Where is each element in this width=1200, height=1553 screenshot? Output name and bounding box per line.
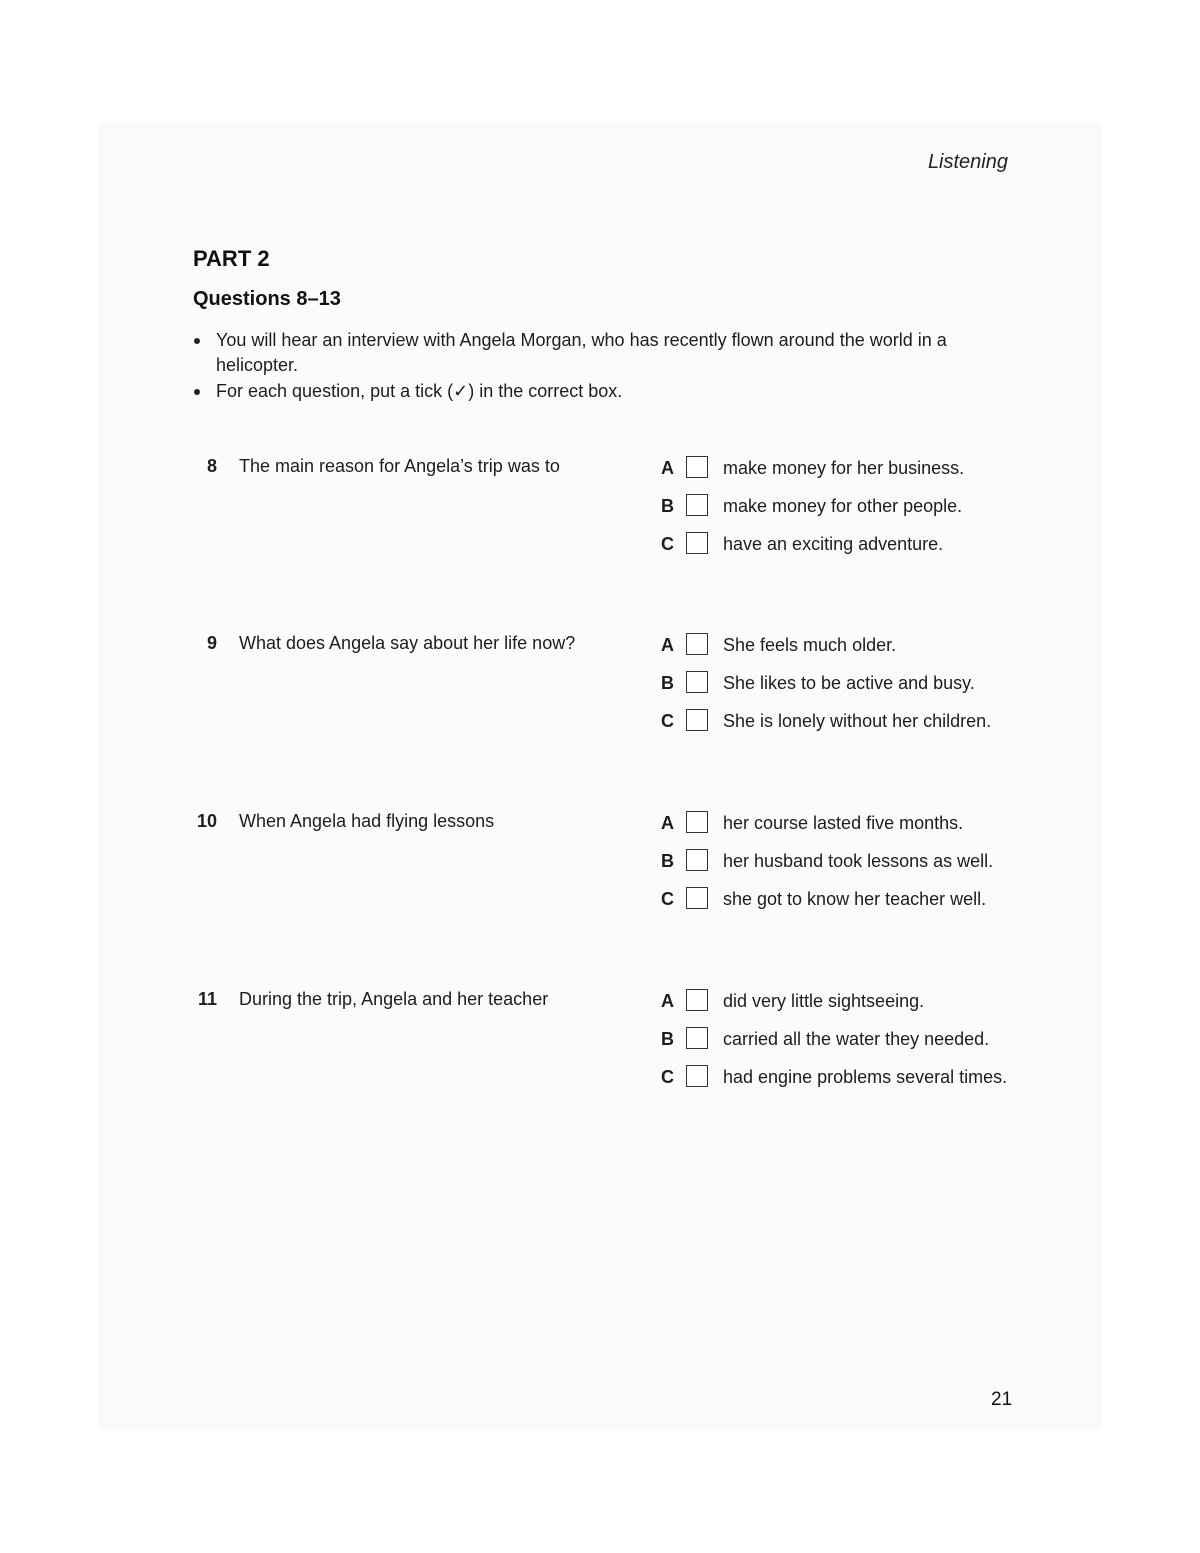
question-number: 11 <box>197 989 217 1009</box>
document-page <box>98 122 1102 1430</box>
question-text: During the trip, Angela and her teacher <box>239 989 549 1009</box>
option-letter: A <box>661 458 674 478</box>
page-number: 21 <box>991 1389 1013 1410</box>
option-text: she got to know her teacher well. <box>723 889 987 909</box>
option-text: had engine problems several times. <box>723 1067 1008 1087</box>
option-c <box>661 1065 1061 1095</box>
section-label: Listening <box>927 151 1008 173</box>
answer-checkbox[interactable] <box>686 811 708 833</box>
option-c <box>661 532 1061 562</box>
question-text: What does Angela say about her life now? <box>239 633 576 653</box>
option-b <box>661 1027 1061 1057</box>
option-text: make money for other people. <box>723 496 963 516</box>
answer-checkbox[interactable] <box>686 709 708 731</box>
option-text: did very little sightseeing. <box>723 991 925 1011</box>
part-title: PART 2 <box>193 246 270 271</box>
option-text: She likes to be active and busy. <box>723 673 975 693</box>
option-text: carried all the water they needed. <box>723 1029 990 1049</box>
option-text: She feels much older. <box>723 635 897 655</box>
option-letter: B <box>661 673 674 693</box>
answer-checkbox[interactable] <box>686 1065 708 1087</box>
questions-range-heading: Questions 8–13 <box>193 288 341 310</box>
answer-checkbox[interactable] <box>686 671 708 693</box>
question-9 <box>193 633 1053 753</box>
option-text: have an exciting adventure. <box>723 534 944 554</box>
option-letter: C <box>661 889 674 909</box>
option-letter: B <box>661 496 674 516</box>
option-b <box>661 494 1061 524</box>
option-letter: C <box>661 534 674 554</box>
answer-checkbox[interactable] <box>686 633 708 655</box>
question-10 <box>193 811 1053 931</box>
instruction-text: For each question, put a tick (✓) in the correct box. <box>216 381 623 401</box>
answer-checkbox[interactable] <box>686 887 708 909</box>
instruction-item <box>193 328 1033 378</box>
option-letter: A <box>661 813 674 833</box>
answer-checkbox[interactable] <box>686 1027 708 1049</box>
option-b <box>661 671 1061 701</box>
question-text: The main reason for Angela’s trip was to <box>239 456 560 476</box>
answer-checkbox[interactable] <box>686 989 708 1011</box>
option-letter: C <box>661 711 674 731</box>
option-c <box>661 887 1061 917</box>
question-number: 8 <box>206 456 217 476</box>
question-11 <box>193 989 1053 1109</box>
option-letter: A <box>661 991 674 1011</box>
question-number: 10 <box>196 811 217 831</box>
option-letter: C <box>661 1067 674 1087</box>
option-text: She is lonely without her children. <box>723 711 992 731</box>
answer-checkbox[interactable] <box>686 456 708 478</box>
instructions-list <box>193 328 1033 405</box>
answer-checkbox[interactable] <box>686 849 708 871</box>
option-letter: B <box>661 851 674 871</box>
option-a <box>661 989 1061 1019</box>
option-text: her course lasted five months. <box>723 813 964 833</box>
answer-checkbox[interactable] <box>686 494 708 516</box>
option-a <box>661 456 1061 486</box>
bullet-icon <box>194 338 200 344</box>
question-text: When Angela had flying lessons <box>239 811 495 831</box>
option-text: her husband took lessons as well. <box>723 851 994 871</box>
instruction-text: You will hear an interview with Angela Morgan, who has recently flown around the world in a helicopter. <box>216 330 947 375</box>
option-letter: A <box>661 635 674 655</box>
option-a <box>661 811 1061 841</box>
option-a <box>661 633 1061 663</box>
question-8 <box>193 456 1053 576</box>
question-number: 9 <box>206 633 217 653</box>
option-text: make money for her business. <box>723 458 965 478</box>
bullet-icon <box>194 389 200 395</box>
option-b <box>661 849 1061 879</box>
option-c <box>661 709 1061 739</box>
answer-checkbox[interactable] <box>686 532 708 554</box>
option-letter: B <box>661 1029 674 1049</box>
instruction-item <box>193 379 1033 404</box>
